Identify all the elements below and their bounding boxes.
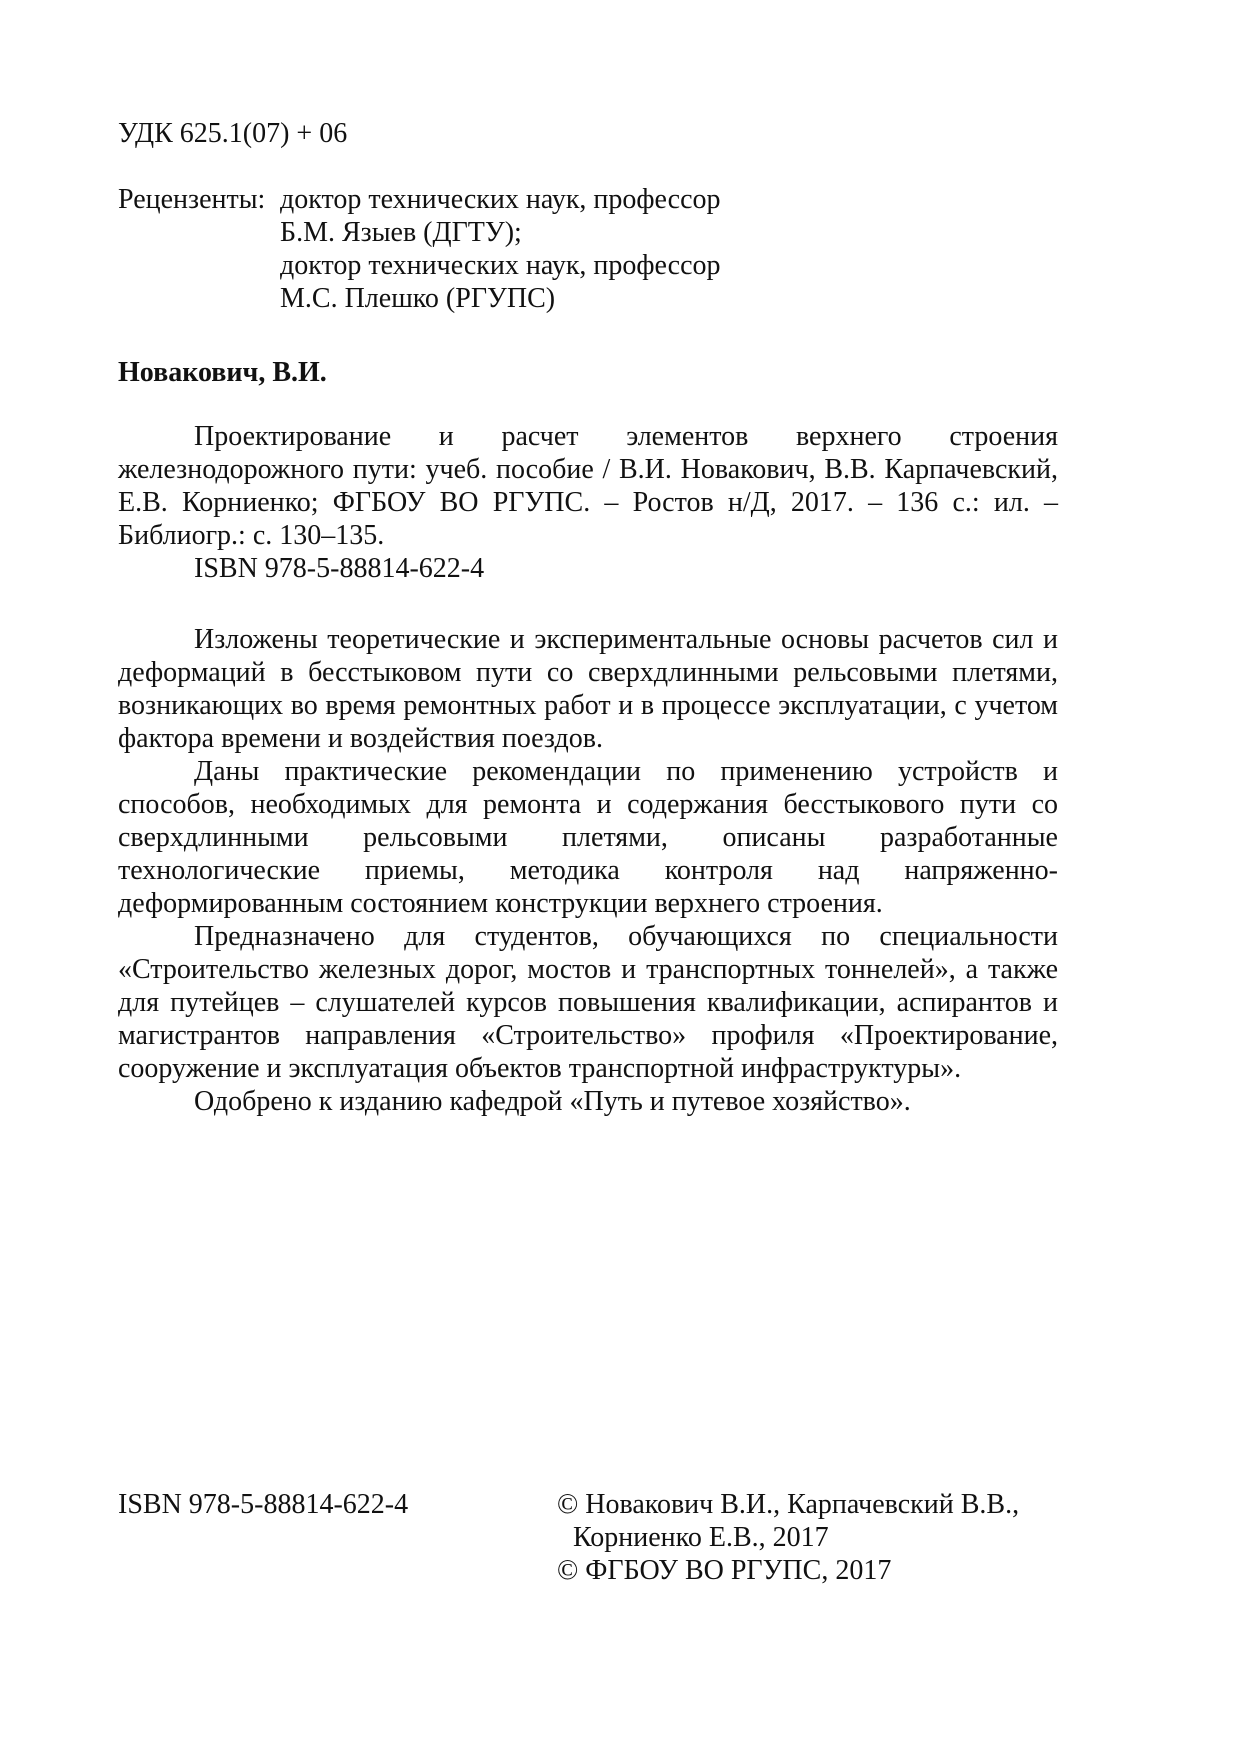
copyright-line: Корниенко Е.В., 2017: [573, 1522, 829, 1553]
udk-code: УДК 625.1(07) + 06: [118, 118, 348, 149]
annotation-paragraph: Предназначено для студентов, обучающихся по специальности «Строительство железных дорог, мостов и транспортных тоннелей», а также для путейцев – слушателей курсов повышения квалификации, аспирантов и магистрантов направления «Строительство» профиля «Проектирование, сооружение и эксплуатация объектов транспортной инфраструктуры».: [118, 921, 1058, 1084]
reviewers-label: Рецензенты:: [118, 184, 266, 215]
reviewer-line: доктор технических наук, профессор: [280, 184, 721, 215]
reviewer-line: М.С. Плешко (РГУПС): [280, 283, 556, 314]
annotation-paragraph: Даны практические рекомендации по применению устройств и способов, необходимых для ремонта и содержания бесстыкового пути со сверхдлинными рельсовыми плетями, описаны разработанные технологические приемы, методика контроля над напряженно-деформированным состоянием конструкции верхнего строения.: [118, 756, 1058, 919]
copyright-block: [557, 1488, 1077, 1587]
copyright-line: © ФГБОУ ВО РГУПС, 2017: [557, 1555, 892, 1586]
reviewer-line: доктор технических наук, профессор: [280, 250, 721, 281]
reviewer-line: Б.М. Языев (ДГТУ);: [280, 217, 522, 248]
annotation-paragraph: Изложены теоретические и экспериментальные основы расчетов сил и деформаций в бесстыковом пути со сверхдлинными рельсовыми плетями, возникающих во время ремонтных работ и в процессе эксплуатации, с учетом фактора времени и воздействия поездов.: [118, 624, 1058, 754]
annotation-paragraph: Одобрено к изданию кафедрой «Путь и путевое хозяйство».: [194, 1086, 911, 1117]
reviewer-row-2: [118, 216, 1058, 249]
isbn-record: ISBN 978-5-88814-622-4: [194, 553, 485, 584]
bibliographic-record: [118, 420, 1058, 585]
copyright-line: © Новакович В.И., Карпачевский В.В.,: [557, 1489, 1020, 1520]
footer-isbn: ISBN 978-5-88814-622-4: [118, 1489, 409, 1520]
bibliographic-description: Проектирование и расчет элементов верхнего строения железнодорожного пути: учеб. пособие / В.И. Новакович, В.В. Карпачевский, Е.В. Корниенко; ФГБОУ ВО РГУПС. – Ростов н/Д, 2017. – 136 с.: ил. – Библиогр.: с. 130–135.: [118, 421, 1058, 551]
reviewer-row-1: [118, 183, 1058, 216]
reviewer-row-3: [118, 249, 1058, 282]
annotation-block: [118, 623, 1058, 1118]
reviewer-row-4: [118, 282, 1058, 315]
author-heading: Новакович, В.И.: [118, 357, 327, 388]
reviewers-block: [118, 183, 1058, 315]
